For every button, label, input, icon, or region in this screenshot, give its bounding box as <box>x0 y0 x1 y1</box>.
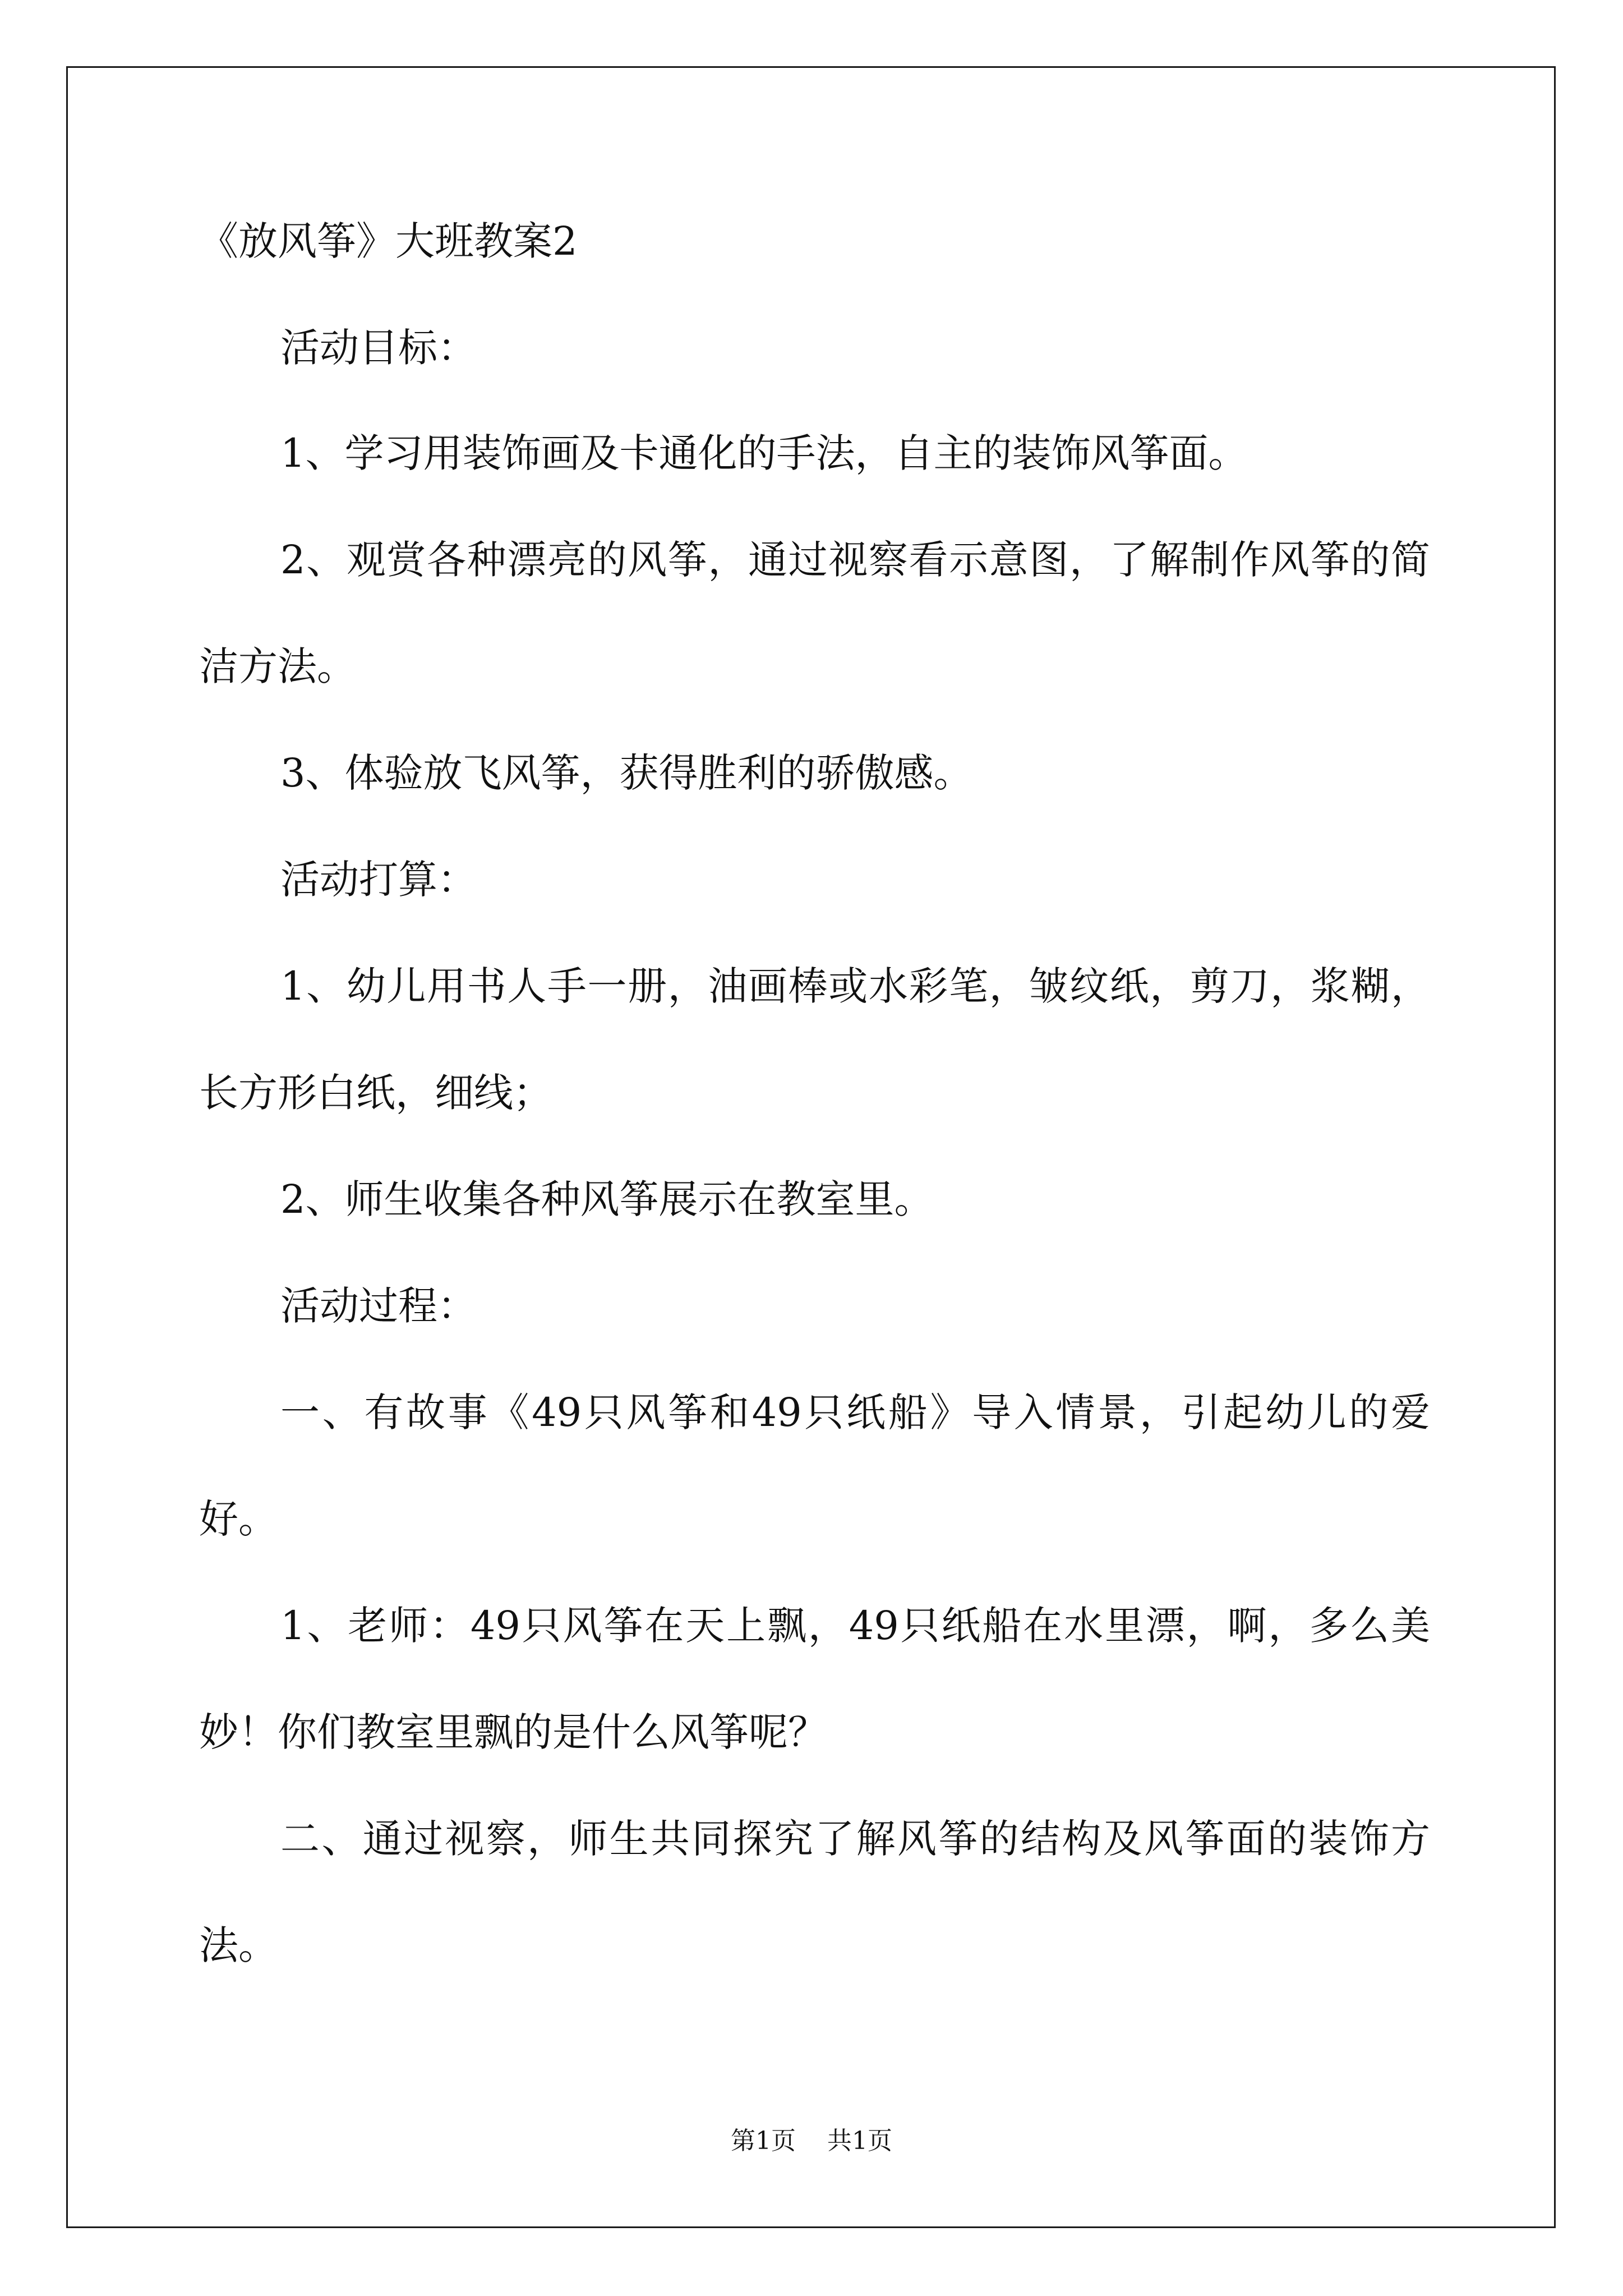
page-footer <box>0 2120 1623 2156</box>
document-title: 《放风筝》大班教案2 <box>199 218 578 264</box>
paragraph-line: 洁方法。 <box>199 643 356 689</box>
page-total: 共1页 <box>827 2127 892 2155</box>
paragraph-line: 好。 <box>199 1496 278 1542</box>
page-border <box>66 66 1556 2228</box>
paragraph-line: 1、幼儿用书人手一册，油画棒或水彩笔，皱纹纸，剪刀，浆糊， <box>280 963 1430 1009</box>
paragraph-line: 3、体验放飞风筝，获得胜利的骄傲感。 <box>280 750 973 796</box>
paragraph-line: 1、学习用装饰画及卡通化的手法，自主的装饰风筝面。 <box>280 430 1248 476</box>
section-heading-process: 活动过程： <box>280 1283 477 1329</box>
paragraph-line: 1、老师：49只风筝在天上飘，49只纸船在水里漂，啊，多么美 <box>280 1603 1430 1649</box>
paragraph-line: 2、师生收集各种风筝展示在教室里。 <box>280 1176 934 1222</box>
paragraph-line: 妙！你们教室里飘的是什么风筝呢？ <box>199 1709 827 1755</box>
section-heading-goals: 活动目标： <box>280 325 477 371</box>
paragraph-line: 一、有故事《49只风筝和49只纸船》导入情景，引起幼儿的爱 <box>280 1389 1430 1435</box>
paragraph-line: 法。 <box>199 1922 278 1968</box>
paragraph-line: 长方形白纸，细线； <box>199 1070 552 1116</box>
section-heading-prep: 活动打算： <box>280 857 477 903</box>
paragraph-line: 2、观赏各种漂亮的风筝，通过视察看示意图，了解制作风筝的简 <box>280 537 1430 583</box>
page-number: 第1页 <box>731 2127 796 2155</box>
paragraph-line: 二、通过视察，师生共同探究了解风筝的结构及风筝面的装饰方 <box>280 1816 1430 1862</box>
